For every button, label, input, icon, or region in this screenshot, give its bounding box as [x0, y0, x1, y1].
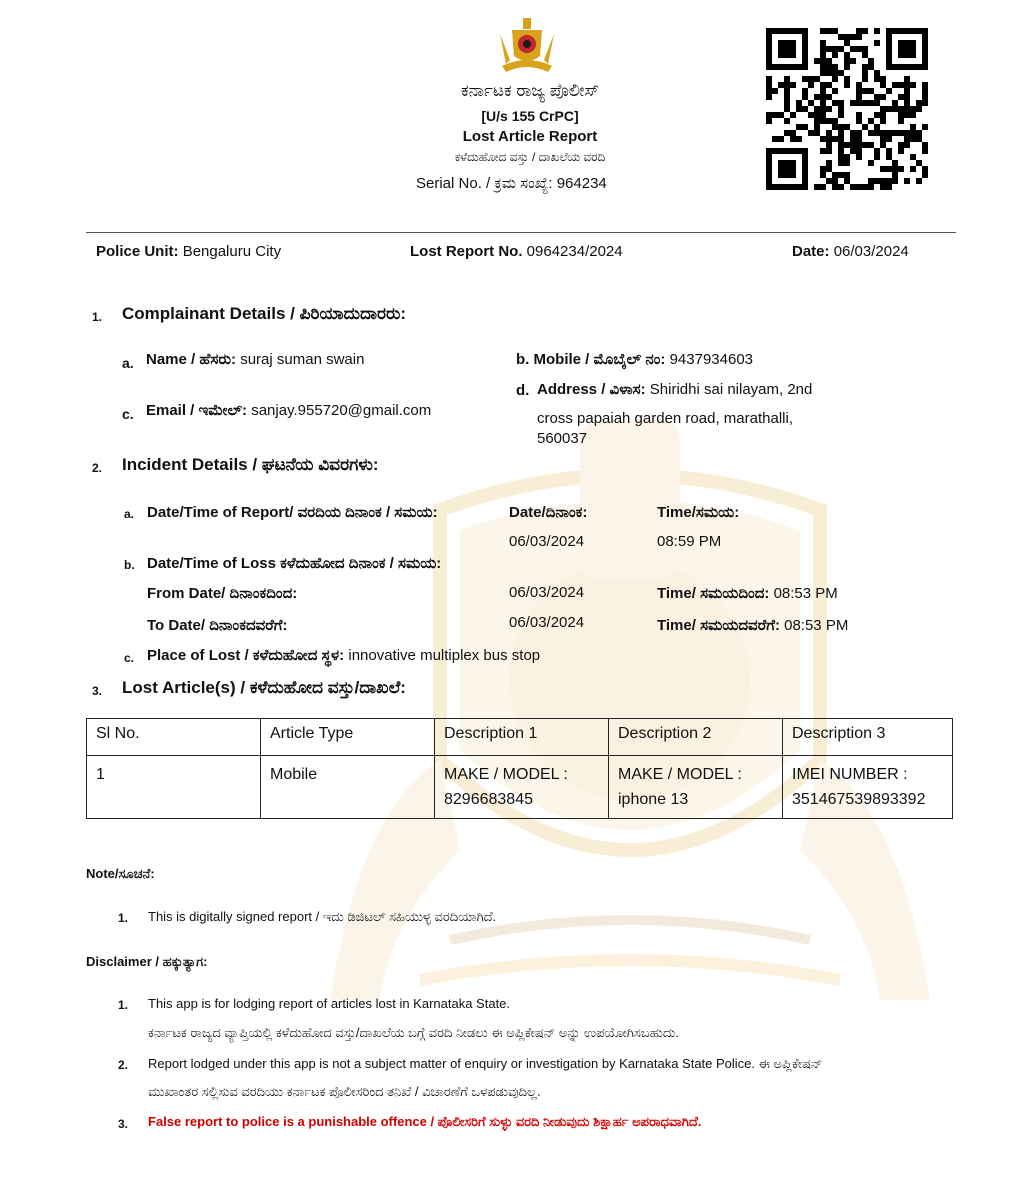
- disclaimer-1-number: 1.: [118, 998, 129, 1012]
- section-reference: [U/s 155 CrPC]: [481, 108, 579, 124]
- address-line-3: 560037: [537, 430, 588, 447]
- report-title-kannada: ಕಳೆದುಹೋದ ವಸ್ತು / ದಾಖಲೆಯ ವರದಿ: [454, 150, 606, 164]
- cell-description-1: MAKE / MODEL : 8296683845: [435, 756, 609, 819]
- to-date-label: To Date/ ದಿನಾಂಕದವರೆಗೆ:: [147, 617, 288, 634]
- mobile-value: 9437934603: [669, 351, 754, 368]
- from-time-value: 08:53 PM: [773, 585, 838, 602]
- name-value: suraj suman swain: [240, 351, 365, 368]
- loss-time-marker: b.: [124, 558, 135, 572]
- to-time-label: Time/ ಸಮಯದವರೆಗೆ:: [657, 617, 780, 634]
- header-article-type: Article Type: [261, 719, 435, 756]
- report-date-value: 06/03/2024: [509, 533, 585, 550]
- articles-section-title: Lost Article(s) / ಕಳೆದುಹೋದ ವಸ್ತು/ದಾಖಲೆ:: [122, 678, 406, 697]
- name-label: Name / ಹೆಸರು:: [146, 351, 237, 368]
- email-value: sanjay.955720@gmail.com: [251, 402, 432, 419]
- serial-label: Serial No. / ಕ್ರಮ ಸಂಖ್ಯೆ:: [416, 175, 553, 192]
- qr-code-icon: [766, 28, 928, 190]
- lost-report-label: Lost Report No.: [410, 243, 523, 260]
- address-marker: d.: [516, 382, 530, 399]
- cell-sl-no: 1: [87, 756, 261, 819]
- report-time-value: 08:59 PM: [657, 533, 722, 550]
- mobile-marker: b.: [516, 351, 530, 368]
- date-value: 06/03/2024: [833, 243, 909, 260]
- police-unit: [96, 243, 281, 260]
- note-1-text: This is digitally signed report / ಇದು ಡಿಜಿಟಲ್ ಸಹಿಯುಳ್ಳ ವರದಿಯಾಗಿದೆ.: [148, 909, 497, 924]
- karnataka-police-emblem-icon: [496, 14, 558, 74]
- place-marker: c.: [124, 651, 135, 665]
- report-title: Lost Article Report: [462, 128, 598, 145]
- complainant-address: [537, 381, 812, 398]
- serial-number: [416, 175, 607, 192]
- place-label: Place of Lost / ಕಳೆದುಹೋದ ಸ್ಥಳ:: [147, 647, 345, 664]
- table-row: [87, 756, 953, 819]
- complainant-section-title: Complainant Details / ಪಿರಿಯಾದುದಾರರು:: [122, 304, 407, 323]
- email-label: Email / ಇಮೇಲ್:: [146, 402, 248, 419]
- place-of-loss: [147, 647, 540, 664]
- note-title: Note/ಸೂಚನೆ:: [86, 866, 155, 881]
- section-3-number: 3.: [92, 684, 103, 698]
- disclaimer-1-kannada: ಕರ್ನಾಟಕ ರಾಜ್ಯದ ವ್ಯಾಪ್ತಿಯಲ್ಲಿ ಕಳೆದುಹೋದ ವಸ್ತು/ದಾಖಲೆಯ ಬಗ್ಗೆ ವರದಿ ನೀಡಲು ಈ ಅಪ್ಲಿಕೇಷನ್ ಅನ್ನು ಉಪಯೋಗಿಸಬಹುದು.: [148, 1025, 679, 1040]
- header-description-1: Description 1: [435, 719, 609, 756]
- incident-section-title: Incident Details / ಘಟನೆಯ ವಿವರಗಳು:: [122, 455, 379, 474]
- serial-value: 964234: [556, 175, 607, 192]
- address-line-1: Shiridhi sai nilayam, 2nd: [649, 381, 813, 398]
- lost-articles-table: [86, 718, 953, 819]
- to-time-value: 08:53 PM: [784, 617, 849, 634]
- header-description-2: Description 2: [609, 719, 783, 756]
- disclaimer-title: Disclaimer / ಹಕ್ಕುತ್ಯಾಗ:: [86, 954, 208, 969]
- note-1-number: 1.: [118, 911, 129, 925]
- disclaimer-2-line-1: Report lodged under this app is not a subject matter of enquiry or investigation by Karnataka State Police. ಈ ಅಪ್ಲಿಕೇಷನ್: [148, 1056, 823, 1071]
- report-datetime-label: Date/Time of Report/ ವರದಿಯ ದಿನಾಂಕ / ಸಮಯ:: [147, 504, 438, 521]
- loss-datetime-label: Date/Time of Loss ಕಳೆದುಹೋದ ದಿನಾಂಕ / ಸಮಯ:: [147, 555, 442, 572]
- place-value: innovative multiplex bus stop: [348, 647, 541, 664]
- cell-description-2: MAKE / MODEL : iphone 13: [609, 756, 783, 819]
- table-header-row: [87, 719, 953, 756]
- report-time-marker: a.: [124, 507, 135, 521]
- disclaimer-3-number: 3.: [118, 1117, 129, 1131]
- disclaimer-2-line-2: ಮುಖಾಂತರ ಸಲ್ಲಿಸುವ ವರದಿಯು ಕರ್ನಾಟಕ ಪೊಲೀಸರಿಂದ ತನಿಖೆ / ವಿಚಾರಣೆಗೆ ಒಳಪಡುವುದಿಲ್ಲ.: [148, 1084, 541, 1099]
- from-time-label: Time/ ಸಮಯದಿಂದ:: [657, 585, 770, 602]
- disclaimer-2-number: 2.: [118, 1058, 129, 1072]
- to-time: [657, 617, 848, 634]
- disclaimer-1-english: This app is for lodging report of articles lost in Karnataka State.: [148, 996, 511, 1011]
- address-line-2: cross papaiah garden road, marathalli,: [537, 410, 793, 427]
- complainant-name: [146, 351, 364, 368]
- header-sl-no: Sl No.: [87, 719, 261, 756]
- police-unit-label: Police Unit:: [96, 243, 179, 260]
- mobile-label: Mobile / ಮೊಬೈಲ್ ನಂ:: [533, 351, 666, 368]
- from-date-label: From Date/ ದಿನಾಂಕದಿಂದ:: [147, 585, 298, 602]
- header-divider: [86, 232, 956, 233]
- section-1-number: 1.: [92, 310, 103, 324]
- from-date-value: 06/03/2024: [509, 584, 585, 601]
- date-label: Date:: [792, 243, 830, 260]
- to-date-value: 06/03/2024: [509, 614, 585, 631]
- address-label: Address / ವಿಳಾಸ:: [537, 381, 646, 398]
- report-date: [792, 243, 909, 260]
- date-column-label: Date/ದಿನಾಂಕ:: [509, 504, 588, 521]
- name-marker: a.: [122, 355, 134, 371]
- complainant-email: [146, 402, 431, 419]
- time-column-label: Time/ಸಮಯ:: [657, 504, 740, 521]
- lost-report-number: [410, 243, 623, 260]
- lost-report-value: 0964234/2024: [526, 243, 623, 260]
- complainant-mobile: [516, 351, 753, 368]
- header-description-3: Description 3: [783, 719, 953, 756]
- police-unit-value: Bengaluru City: [182, 243, 282, 260]
- section-2-number: 2.: [92, 461, 103, 475]
- org-name: ಕರ್ನಾಟಕ ರಾಜ್ಯ ಪೊಲೀಸ್: [460, 81, 600, 100]
- from-time: [657, 585, 838, 602]
- email-marker: c.: [122, 406, 134, 422]
- cell-description-3: IMEI NUMBER : 351467539893392: [783, 756, 953, 819]
- cell-article-type: Mobile: [261, 756, 435, 819]
- false-report-warning: False report to police is a punishable offence / ಪೊಲೀಸರಿಗೆ ಸುಳ್ಳು ವರದಿ ನೀಡುವುದು ಶಿಕ್ಷಾರ್ಹ ಅಪರಾಧವಾಗಿದೆ.: [148, 1114, 702, 1129]
